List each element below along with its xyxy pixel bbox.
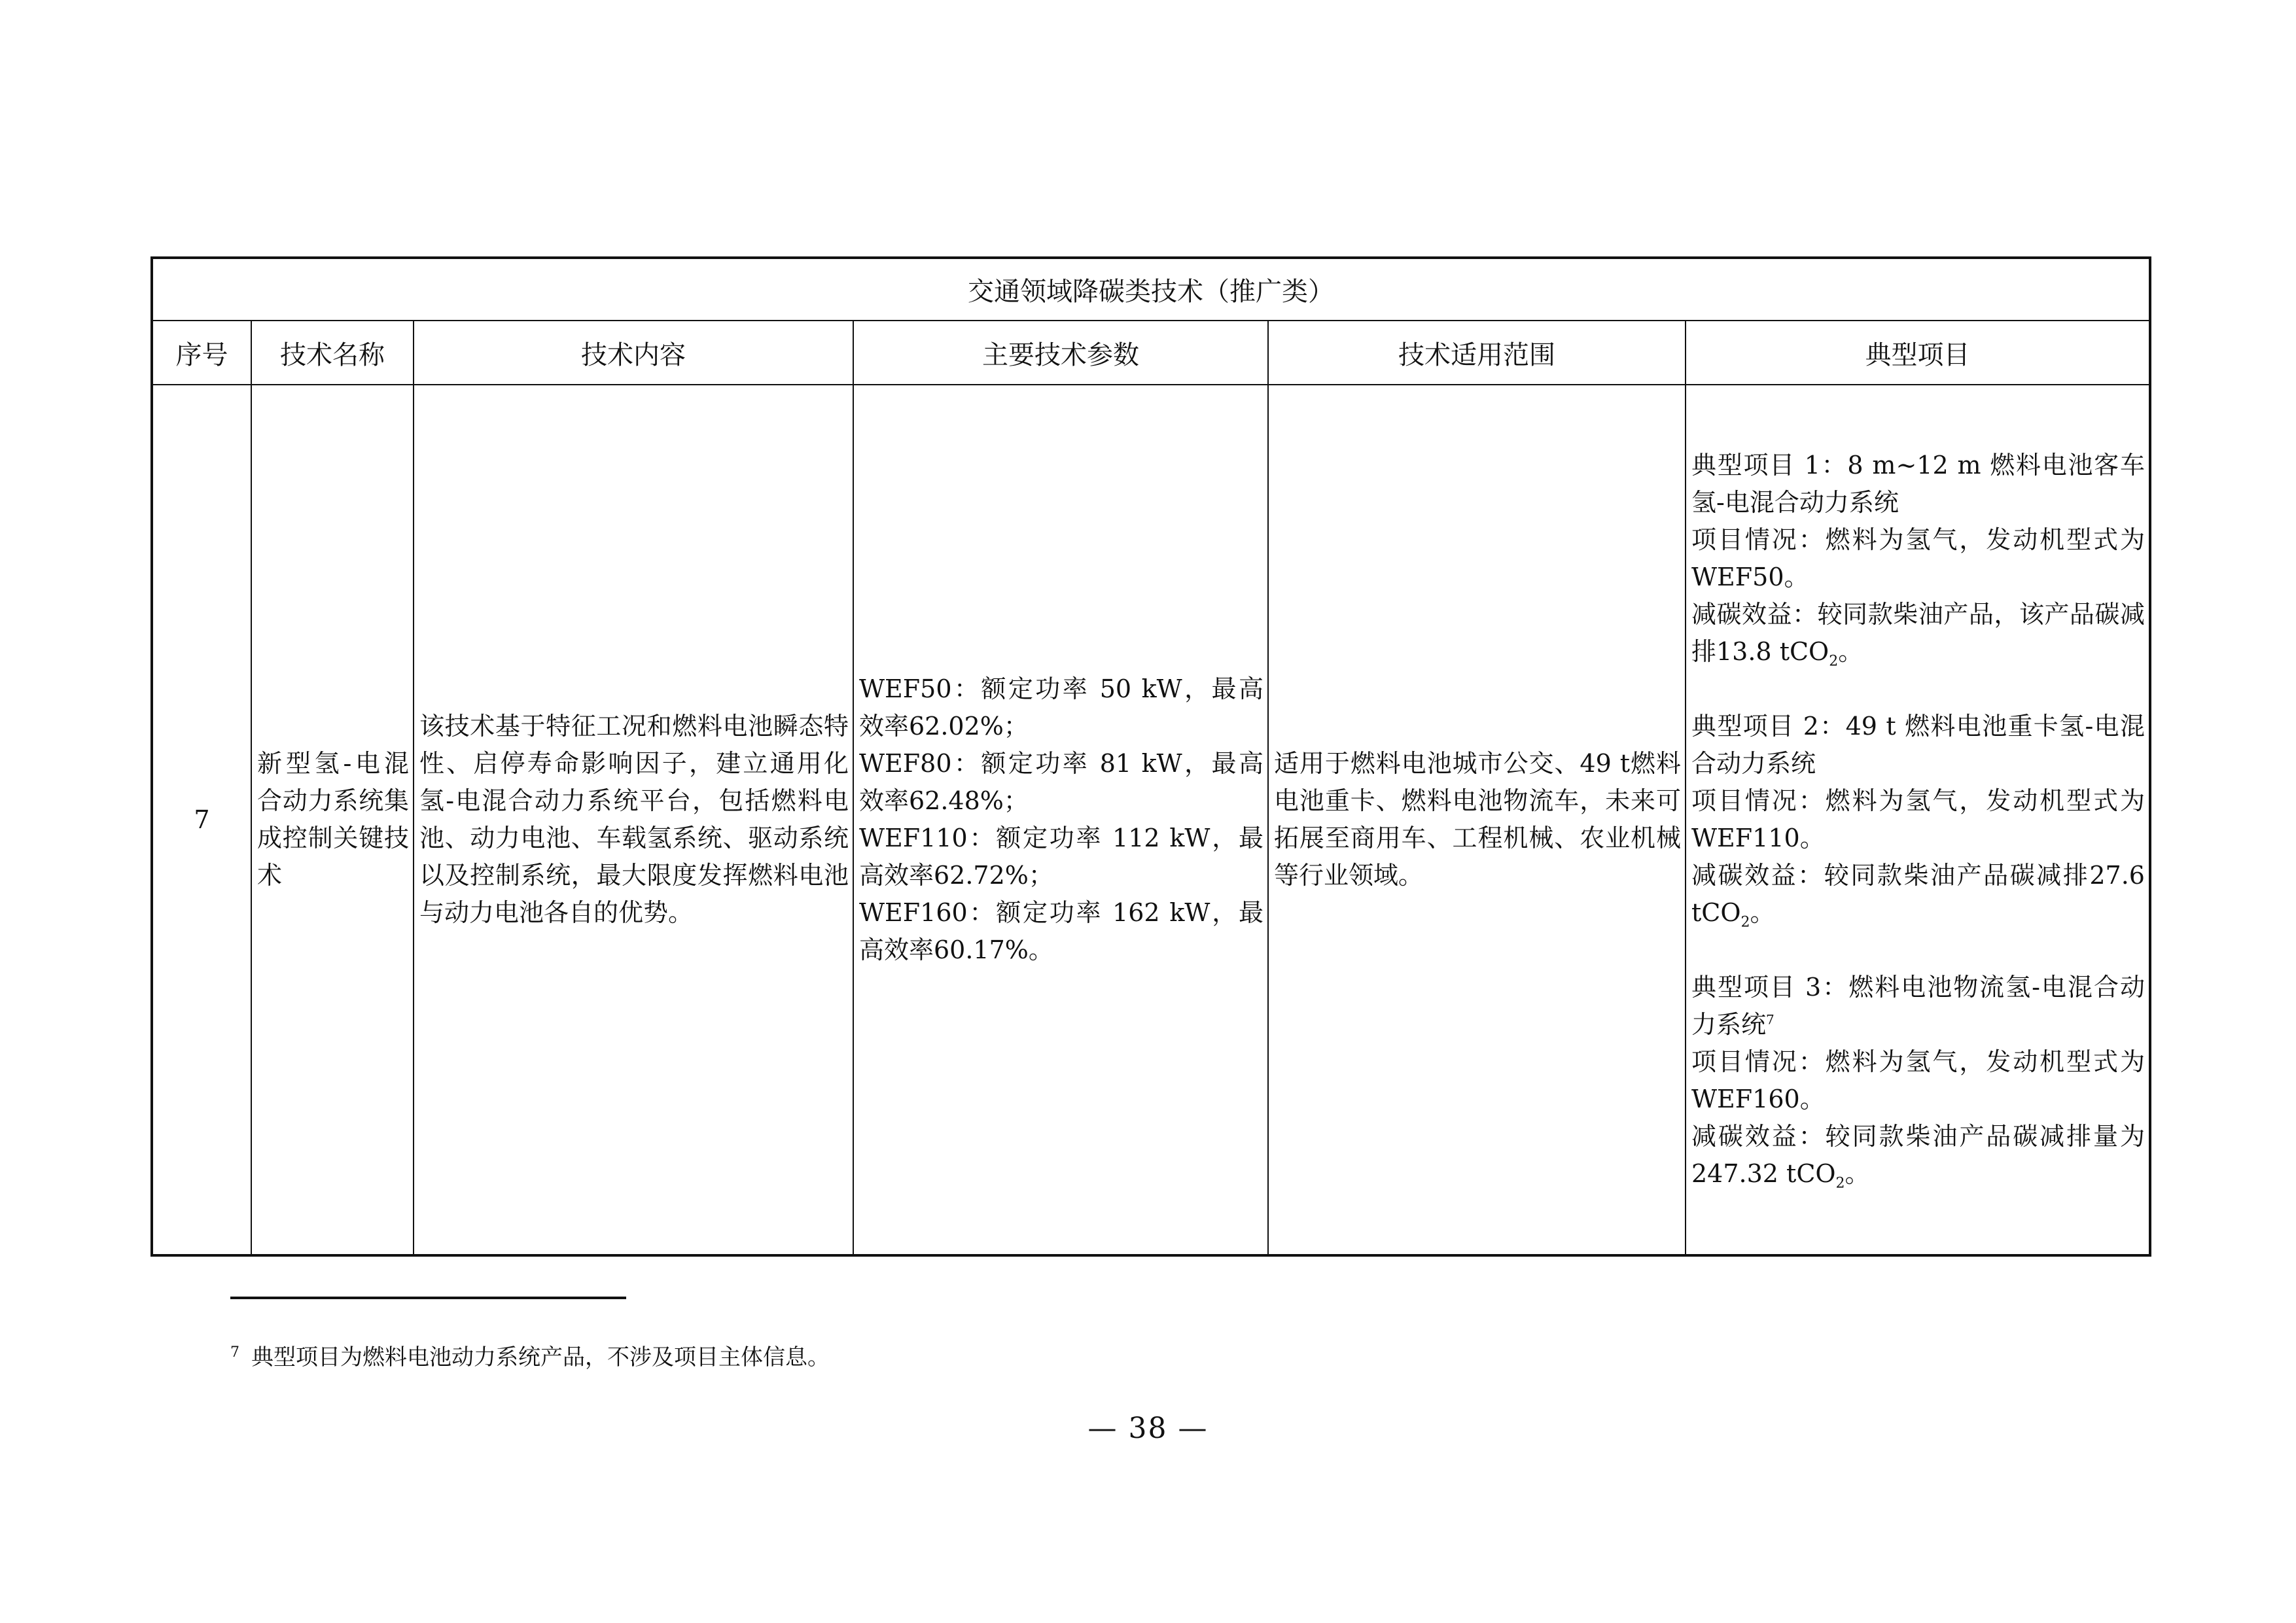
scope-cell: 适用于燃料电池城市公交、49 t燃料电池重卡、燃料电池物流车，未来可拓展至商用车、工程机械、农业机械等行业领域。	[1268, 385, 1686, 1255]
parameter-line: WEF110：额定功率 112 kW，最高效率62.72%；	[859, 824, 1263, 890]
table-row	[152, 385, 2150, 1255]
footnote	[230, 1341, 830, 1374]
parameter-line: WEF80：额定功率 81 kW，最高效率62.48%；	[859, 749, 1263, 815]
project-benefit: 减碳效益：较同款柴油产品碳减排量为247.32 tCO$_2$。	[1691, 1122, 2145, 1192]
parameter-line: WEF50：额定功率 50 kW，最高效率62.02%；	[859, 674, 1263, 741]
technology-table	[150, 256, 2151, 1257]
project-benefit: 减碳效益：较同款柴油产品，该产品碳减排13.8 tCO$_2$。	[1691, 600, 2145, 670]
project-block-1	[1691, 447, 2145, 671]
parameter-line: WEF160：额定功率 162 kW，最高效率60.17%。	[859, 898, 1263, 964]
project-benefit: 减碳效益：较同款柴油产品碳减排27.6 tCO$_2$。	[1691, 861, 2145, 931]
header-main-parameters: 主要技术参数	[853, 321, 1268, 385]
project-title: 典型项目 1：8 m~12 m 燃料电池客车氢-电混合动力系统	[1691, 451, 2145, 517]
tech-name-cell: 新型氢-电混合动力系统集成控制关键技术	[251, 385, 414, 1255]
project-title: 典型项目 2：49 t 燃料电池重卡氢-电混合动力系统	[1691, 712, 2145, 778]
project-situation: 项目情况：燃料为氢气，发动机型式为WEF50。	[1691, 525, 2145, 591]
parameters-cell	[853, 385, 1268, 1255]
project-situation: 项目情况：燃料为氢气，发动机型式为WEF110。	[1691, 786, 2145, 852]
header-typical-projects: 典型项目	[1686, 321, 2150, 385]
row-number: 7	[152, 385, 251, 1255]
project-block-3	[1691, 969, 2145, 1193]
page-number: — 38 —	[1087, 1412, 1209, 1445]
footnote-mark: 7	[230, 1344, 239, 1361]
projects-cell	[1686, 385, 2150, 1255]
header-tech-name: 技术名称	[251, 321, 414, 385]
project-block-2	[1691, 708, 2145, 932]
header-scope: 技术适用范围	[1268, 321, 1686, 385]
footnote-reference[interactable]: 7	[1766, 1011, 1775, 1028]
project-title: 典型项目 3：燃料电池物流氢-电混合动力系统$^7$	[1691, 973, 2145, 1039]
footnote-text: 典型项目为燃料电池动力系统产品，不涉及项目主体信息。	[251, 1344, 830, 1370]
header-tech-content: 技术内容	[414, 321, 853, 385]
header-number: 序号	[152, 321, 251, 385]
tech-content-cell: 该技术基于特征工况和燃料电池瞬态特性、启停寿命影响因子，建立通用化氢-电混合动力系统平台，包括燃料电池、动力电池、车载氢系统、驱动系统以及控制系统，最大限度发挥燃料电池与动力电池各自的优势。	[414, 385, 853, 1255]
footnote-divider	[230, 1297, 626, 1299]
table-title: 交通领域降碳类技术（推广类）	[152, 258, 2150, 321]
project-situation: 项目情况：燃料为氢气，发动机型式为WEF160。	[1691, 1047, 2145, 1113]
